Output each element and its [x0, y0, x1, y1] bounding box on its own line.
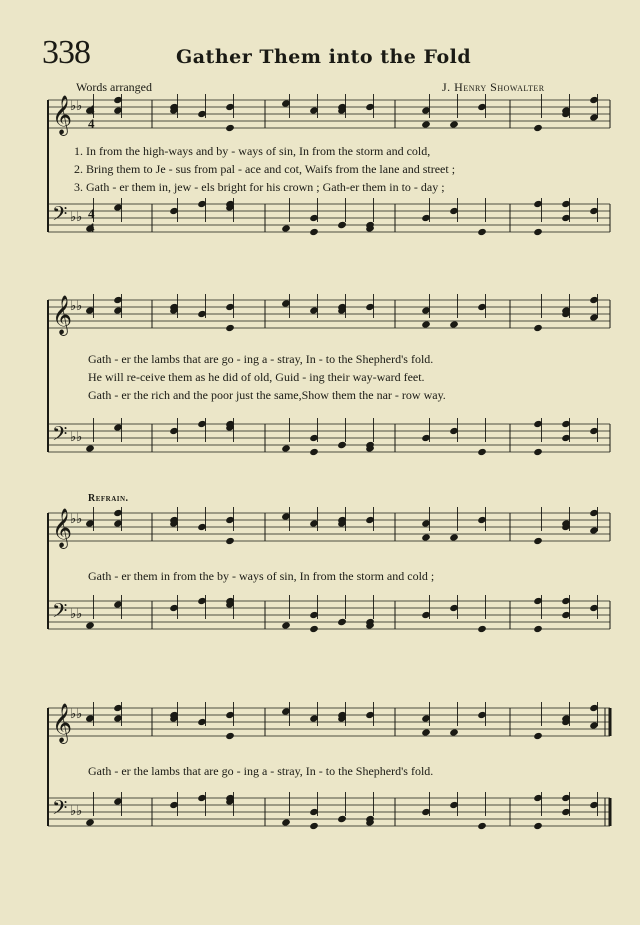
svg-text:𝄞: 𝄞	[52, 295, 73, 335]
svg-text:4: 4	[88, 206, 95, 221]
music-credit: J. Henry Showalter	[442, 80, 545, 94]
lyric-line-verse-2: He will re-ceive them as he did of old, Guid - ing their way-ward feet.	[88, 370, 425, 384]
music-system-4	[0, 700, 640, 870]
lyric-line-verse-3: 3. Gath - er them in, jew - els bright for his crown ; Gath-er them in to - day ;	[74, 180, 445, 194]
svg-text:♭♭: ♭♭	[70, 804, 83, 819]
svg-text:♭♭: ♭♭	[70, 607, 83, 622]
words-credit: Words arranged	[76, 80, 153, 94]
svg-text:♭♭: ♭♭	[70, 99, 83, 114]
lyric-line-verse-3: Gath - er the rich and the poor just the same,Show them the nar - row way.	[88, 388, 446, 402]
svg-text:♭♭: ♭♭	[70, 299, 83, 314]
hymn-number: 338	[42, 34, 90, 71]
refrain-label: Refrain.	[88, 493, 129, 504]
svg-text:𝄢: 𝄢	[52, 796, 68, 824]
hymn-title: Gather Them into the Fold	[176, 46, 472, 68]
svg-text:♭♭: ♭♭	[70, 430, 83, 445]
svg-text:♭♭: ♭♭	[70, 210, 83, 225]
lyric-line-verse-1: Gath - er the lambs that are go - ing a - stray, In - to the Shepherd's fold.	[88, 352, 434, 366]
svg-text:♭♭: ♭♭	[70, 512, 83, 527]
lyric-line-refrain: Gath - er the lambs that are go - ing a - stray, In - to the Shepherd's fold.	[88, 764, 434, 778]
svg-text:𝄞: 𝄞	[52, 703, 73, 743]
music-system-3	[0, 505, 640, 675]
music-system-1	[0, 92, 640, 267]
music-system-2	[0, 292, 640, 472]
lyric-line-verse-2: 2. Bring them to Je - sus from pal - ace and cot, Waifs from the lane and street ;	[74, 162, 456, 176]
staff-notation	[0, 700, 640, 870]
svg-text:♭♭: ♭♭	[70, 707, 83, 722]
svg-text:𝄢: 𝄢	[52, 202, 68, 230]
staff-notation	[0, 505, 640, 675]
lyric-line-verse-1: 1. In from the high-ways and by - ways of sin, In from the storm and cold,	[74, 144, 431, 158]
svg-text:𝄢: 𝄢	[52, 422, 68, 450]
svg-text:4: 4	[88, 116, 95, 131]
lyric-line-refrain: Gath - er them in from the by - ways of sin, In from the storm and cold ;	[88, 569, 435, 583]
svg-text:𝄞: 𝄞	[52, 95, 73, 135]
svg-text:𝄞: 𝄞	[52, 508, 73, 548]
svg-text:𝄢: 𝄢	[52, 599, 68, 627]
